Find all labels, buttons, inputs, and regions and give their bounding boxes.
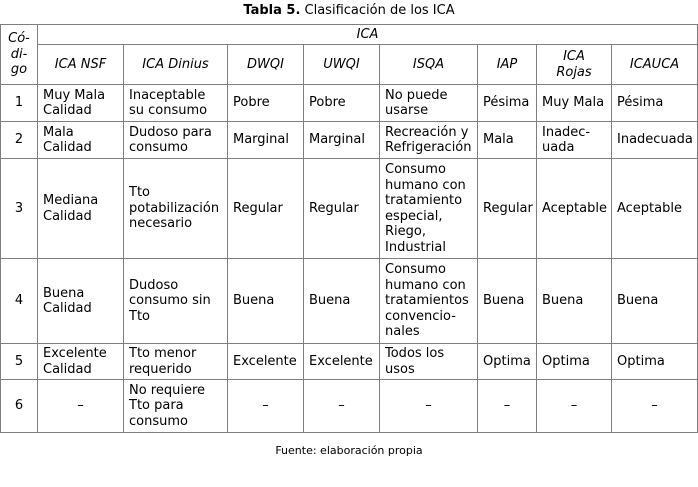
column-header-row [1,45,698,85]
table-cell: No puede usarse [380,85,478,122]
table-cell: – [228,380,304,433]
code-header: Có- di- go [1,25,38,85]
ica-group-header: ICA [38,25,698,45]
table-cell: Optima [537,344,612,380]
table-cell: Muy Mala [537,85,612,122]
table-cell: Marginal [228,122,304,159]
table-cell: Optima [478,344,537,380]
table-cell: Pésima [612,85,698,122]
table-cell: Tto menor requerido [124,344,228,380]
column-header: ICA Rojas [537,45,612,85]
table-cell: Inadec- uada [537,122,612,159]
table-cell: Excelente Calidad [38,344,124,380]
table-cell: Muy Mala Calidad [38,85,124,122]
table-cell: – [537,380,612,433]
table-row [1,159,698,259]
table-row [1,380,698,433]
table-cell: Pobre [304,85,380,122]
table-cell: – [304,380,380,433]
table-cell: Buena [228,259,304,344]
table-row [1,122,698,159]
table-cell: Buena [478,259,537,344]
table-cell: Consumo humano con tratamientos convencio- nales [380,259,478,344]
table-cell: Dudoso para consumo [124,122,228,159]
table-source-note: Fuente: elaboración propia [275,444,423,457]
table-cell: Tto potabilización necesario [124,159,228,259]
table-cell: Aceptable [612,159,698,259]
table-cell: Mala Calidad [38,122,124,159]
table-cell: Recreación y Refrigeración [380,122,478,159]
row-code: 4 [1,259,38,344]
row-code: 6 [1,380,38,433]
column-header: ICA NSF [38,45,124,85]
ica-classification-table [0,24,698,433]
table-cell: Regular [304,159,380,259]
table-caption [0,3,698,19]
table-cell: Todos los usos [380,344,478,380]
table-cell: Inadecuada [612,122,698,159]
table-cell: Buena [612,259,698,344]
row-code: 2 [1,122,38,159]
table-cell: Inaceptable su consumo [124,85,228,122]
table-cell: Buena [304,259,380,344]
column-header: DWQI [228,45,304,85]
column-header: IAP [478,45,537,85]
table-cell: Pésima [478,85,537,122]
table-cell: No requiere Tto para consumo [124,380,228,433]
table-row [1,259,698,344]
group-header-row [1,25,698,45]
table-cell: Regular [228,159,304,259]
column-header: ISQA [380,45,478,85]
table-cell: Buena Calidad [38,259,124,344]
row-code: 1 [1,85,38,122]
table-cell: Excelente [228,344,304,380]
table-cell: Dudoso consumo sin Tto [124,259,228,344]
caption-label: Tabla 5. [243,3,301,18]
table-cell: Regular [478,159,537,259]
row-code: 5 [1,344,38,380]
caption-title: Clasificación de los ICA [304,3,455,18]
table-cell: Mala [478,122,537,159]
table-cell: Marginal [304,122,380,159]
row-code: 3 [1,159,38,259]
table-cell: Consumo humano con tratamiento especial, Riego, Industrial [380,159,478,259]
table-cell: – [478,380,537,433]
table-cell: Aceptable [537,159,612,259]
table-cell: Pobre [228,85,304,122]
table-cell: – [612,380,698,433]
table-cell: Excelente [304,344,380,380]
table-cell: – [38,380,124,433]
column-header: ICAUCA [612,45,698,85]
table-cell: Mediana Calidad [38,159,124,259]
column-header: UWQI [304,45,380,85]
table-cell: Buena [537,259,612,344]
column-header: ICA Dinius [124,45,228,85]
table-cell: – [380,380,478,433]
table-cell: Optima [612,344,698,380]
table-row [1,344,698,380]
table-row [1,85,698,122]
